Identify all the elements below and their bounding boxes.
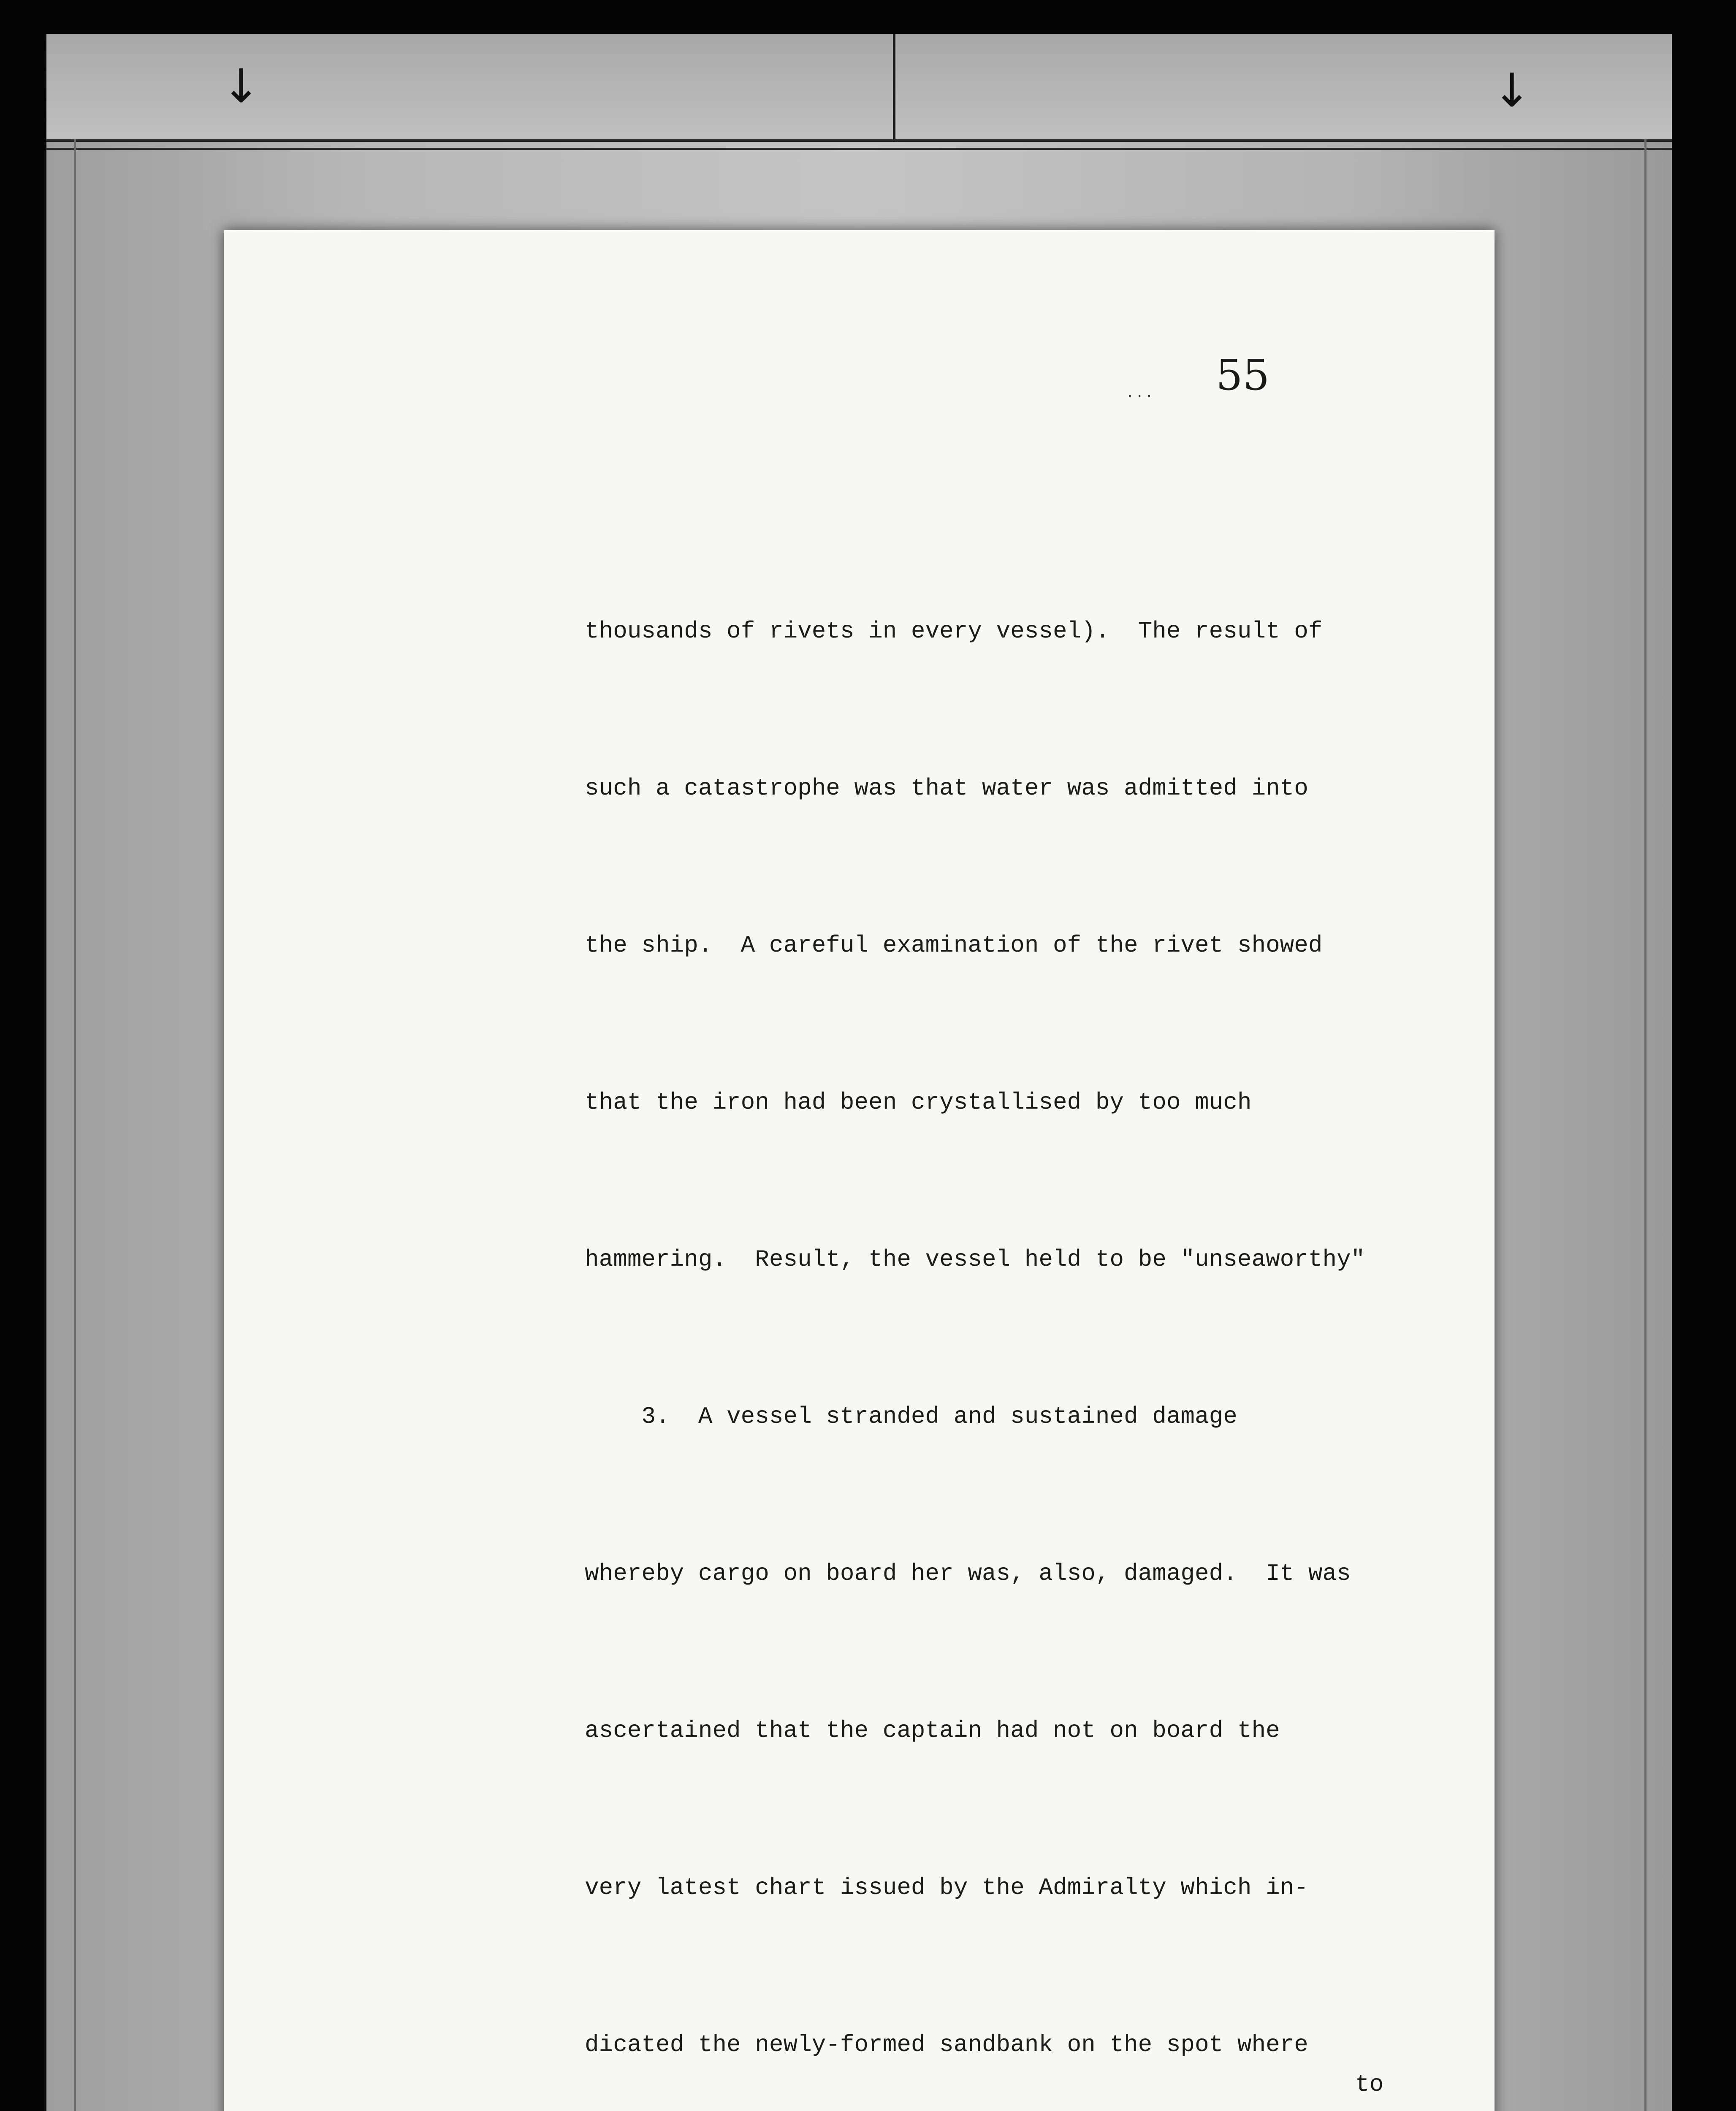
text-line: that the iron had been crystallised by too much [585,1089,1252,1116]
text-line: dicated the newly-formed sandbank on the spot where [585,2031,1308,2058]
text-line: thousands of rivets in every vessel). The result of [585,618,1323,645]
backing-edge-right [1644,139,1646,2111]
text-line: hammering. Result, the vessel held to be "unseaworthy" [585,1246,1365,1273]
backing-edge-left [74,139,76,2111]
text-line: 3. A vessel stranded and sustained damage [585,1403,1237,1430]
page-number: 55 [1216,350,1270,400]
text-line: the ship. A careful examination of the rivet showed [585,932,1323,959]
text-line: whereby cargo on board her was, also, damaged. It was [585,1560,1351,1587]
text-line: ascertained that the captain had not on board the [585,1717,1280,1744]
top-strip-divider [893,34,895,139]
down-arrow-icon-left: ↓ [222,59,261,113]
text-line: very latest chart issued by the Admiralty which in- [585,1874,1308,1901]
page-dots: ... [1127,382,1156,402]
text-line: such a catastrophe was that water was admitted into [585,775,1308,802]
backing-top-strip [46,34,1672,142]
page-body-text [585,500,1480,2111]
backing-rule-top [46,139,1672,141]
backing-rule-second [46,148,1672,150]
down-arrow-icon-right: ↓ [1492,63,1532,117]
catchword: to [1355,2071,1384,2098]
